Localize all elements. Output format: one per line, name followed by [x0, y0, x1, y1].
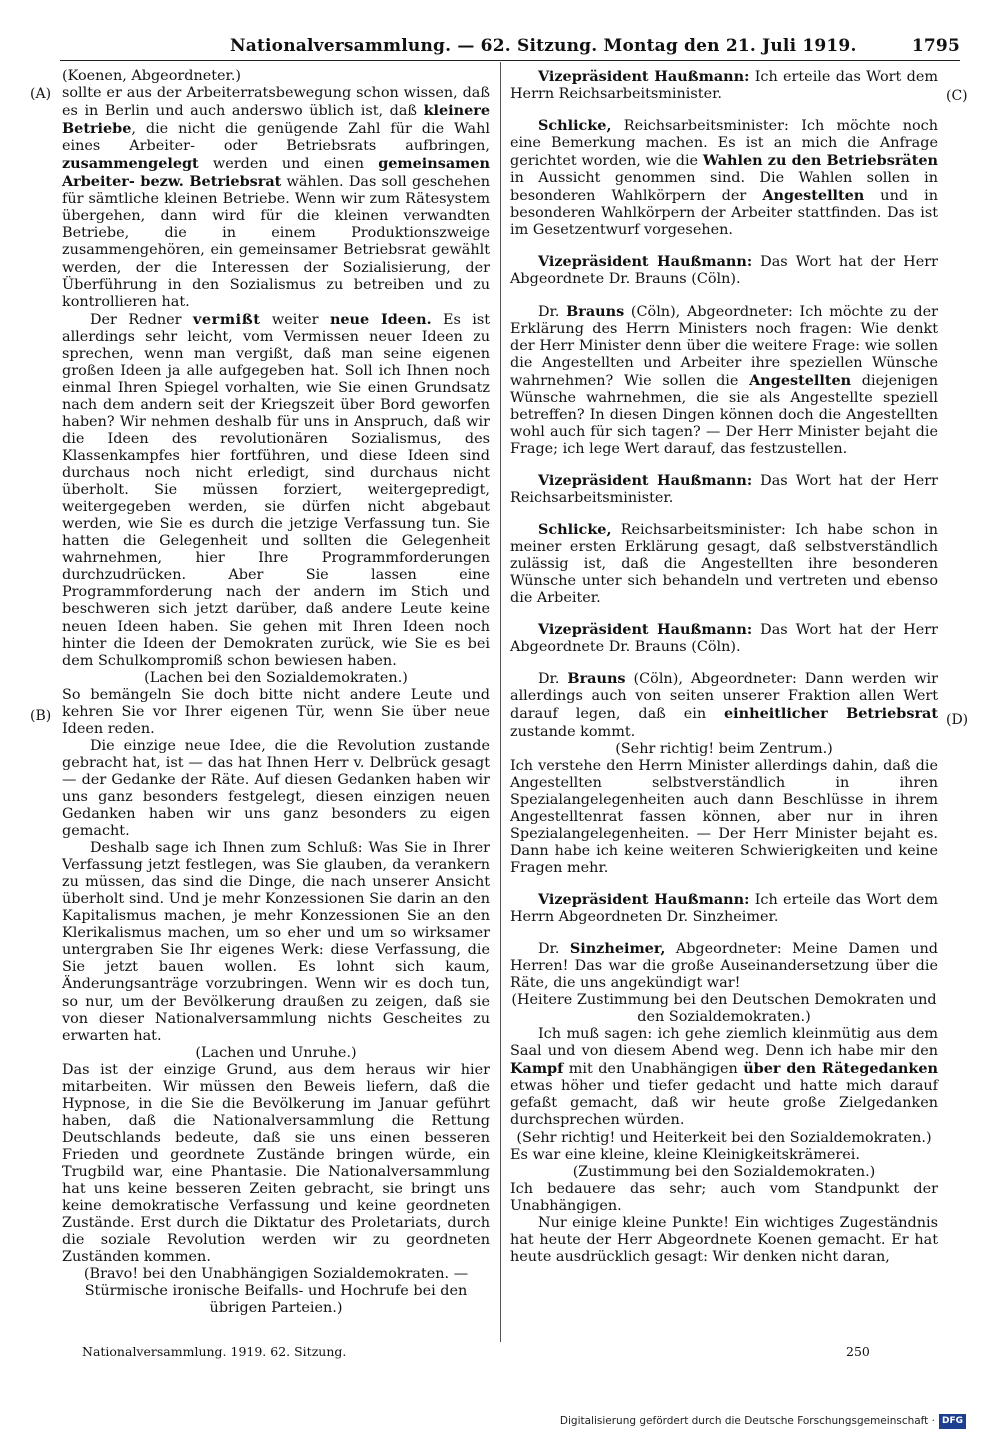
footer-signature: Nationalversammlung. 1919. 62. Sitzung.	[82, 1344, 347, 1359]
right-paragraph-1: Vizepräsident Haußmann: Ich erteile das Wort dem Herrn Reichsarbeitsminister.	[510, 68, 938, 103]
margin-mark-c: (C)	[946, 88, 968, 104]
right-paragraph-10: Vizepräsident Haußmann: Ich erteile das Wort dem Herrn Abgeordneten Dr. Sinzheimer.	[510, 890, 938, 925]
digitization-note	[560, 1412, 966, 1430]
dfg-logo: DFG	[939, 1414, 966, 1429]
footer-sheet-number: 250	[846, 1344, 870, 1359]
right-paragraph-3: Vizepräsident Haußmann: Das Wort hat der Herr Abgeordnete Dr. Brauns (Cöln).	[510, 253, 938, 288]
interjection-laughter: (Lachen bei den Sozialdemokraten.)	[144, 669, 408, 686]
right-paragraph-9: Ich verstehe den Herrn Minister allerdings dahin, daß die Angestellten selbstverständlich in ihren Spezialangelegenheiten auch dann Beschlüsse in ihrem Angestelltenrat fassen können, aber nur in ihren Spezialangelegenheiten. — Der Herr Minister bejaht es. Dann habe ich keine weiteren Schwierigkeiten und keine Fragen mehr.	[510, 757, 938, 876]
left-paragraph-3: So bemängeln Sie doch bitte nicht andere Leute und kehren Sie vor Ihrer eigenen Tür, wenn Sie über neue Ideen reden.	[62, 686, 490, 737]
left-paragraph-4: Die einzige neue Idee, die die Revolution zustande gebracht hat, ist — das hat Ihnen Herr v. Delbrück gesagt — der Gedanke der Räte. Auf diesen Gedanken haben wir uns ganz besonders festgelegt, diesen einzigen neuen Gedanken haben wir uns ganz besonders zu eigen gemacht.	[62, 737, 490, 840]
right-paragraph-11: Dr. Sinzheimer, Abgeordneter: Meine Damen und Herren! Das war die große Auseinandersetzung über die Räte, die uns angekündigt war!	[510, 940, 938, 992]
right-paragraph-12: Ich muß sagen: ich gehe ziemlich kleinmütig aus dem Saal und von diesem Abend weg. Denn ich habe mir den Kampf mit den Unabhängigen über den Rätegedanken etwas höher und tiefer gedacht und hatte mich darauf gefaßt gemacht, daß wir heute große Zielgedanken durchsprechen würden.	[510, 1026, 938, 1129]
right-paragraph-15: Nur einige kleine Punkte! Ein wichtiges Zugeständnis hat heute der Herr Abgeordnete Koenen gemacht. Er hat heute ausdrücklich gesagt: Wir denken nicht daran,	[510, 1214, 938, 1265]
interjection-centre: (Sehr richtig! beim Zentrum.)	[615, 740, 833, 757]
interjection-agreement: (Zustimmung bei den Sozialdemokraten.)	[572, 1163, 876, 1180]
interjection-approval: (Heitere Zustimmung bei den Deutschen Demokraten und den Sozialdemokraten.)	[511, 992, 937, 1026]
left-paragraph-6: Das ist der einzige Grund, aus dem heraus wir hier mitarbeiten. Wir müssen den Beweis liefern, daß die Hypnose, in die Sie die Bevölkerung im Januar geführt haben, daß die Nationalversammlung die Rettung Deutschlands bedeute, daß sie uns einen besseren Frieden und geordnete Zustände bringen würde, ein Trugbild war, eine Phantasie. Die Nationalversammlung hat uns keine besseren Zeiten gebracht, sie bringt uns keine demokratische Verfassung und keine geordneten Zustände. Erst durch die Diktatur des Proletariats, durch die soziale Revolution werden wir zu geordneten Zuständen kommen.	[62, 1061, 490, 1266]
running-title: Nationalversammlung. — 62. Sitzung. Montag den 21. Juli 1919.	[230, 36, 857, 56]
right-paragraph-7: Vizepräsident Haußmann: Das Wort hat der Herr Abgeordnete Dr. Brauns (Cöln).	[510, 621, 938, 656]
margin-mark-a: (A)	[30, 86, 52, 102]
page-header	[60, 34, 960, 61]
right-paragraph-14: Ich bedauere das sehr; auch vom Standpunkt der Unabhängigen.	[510, 1180, 938, 1214]
left-paragraph-2: Der Redner vermißt weiter neue Ideen. Es ist allerdings sehr leicht, vom Vermissen neuer Ideen zu sprechen, wenn man vergißt, daß man seine eigenen großen Ideen ja alle aufgegeben hat. Soll ich Ihnen noch einmal Ihren Spiegel vorhalten, wie Sie einen Grundsatz nach dem andern seit der Kriegszeit über Bord geworfen haben? Wir nehmen deshalb für uns in Anspruch, daß wir die Ideen des revolutionären Sozialismus, des Klassenkampfes hier fortführen, und diese Ideen sind durchaus noch nicht erledigt, sind durchaus nicht überholt. Sie müssen forziert, weitergepredigt, weitergegeben werden, sie dürfen nicht abgebaut werden, wie Sie es durch die jetzige Verfassung tun. Sie hatten die Gelegenheit und sollten die Gelegenheit wahrnehmen, hier Ihre Programmforderungen durchzudrücken. Aber Sie lassen eine Programmforderung nach der andern im Stich und beschweren sich jetzt darüber, daß andere Leute keine neuen Ideen haben. Sie gehen mit Ihren Ideen noch hinter die Ideen der Demokraten zurück, wie Sie es bei dem Schulkompromiß schon bewiesen haben.	[62, 310, 491, 669]
left-paragraph-5: Deshalb sage ich Ihnen zum Schluß: Was Sie in Ihrer Verfassung jetzt festlegen, was Sie glauben, da verankern zu müssen, das sind die Dinge, die nach unserer Ansicht überholt sind. Und je mehr Konzessionen Sie darin an den Kapitalismus machen, je mehr Konzessionen Sie an den Klerikalismus machen, um so eher und um so wirksamer untergraben Sie Ihr eigenes Werk: diese Verfassung, die Sie jetzt bauen wollen. Es lohnt sich kaum, Änderungsanträge vorzubringen. Wenn wir es doch tun, so nur, um der Bevölkerung draußen zu zeigen, daß sie von dieser Nationalversammlung nichts Gescheites zu erwarten hat.	[62, 840, 490, 1044]
right-paragraph-13: Es war eine kleine, kleine Kleinigkeitskrämerei.	[510, 1146, 860, 1163]
speaker-tag: (Koenen, Abgeordneter.)	[62, 68, 242, 84]
digitization-text: Digitalisierung gefördert durch die Deutsche Forschungsgemeinschaft ·	[559, 1415, 935, 1427]
right-paragraph-2: Schlicke, Reichsarbeitsminister: Ich möchte noch eine Bemerkung machen. Es ist an mich die Anfrage gerichtet worden, wie die Wahlen zu den Betriebsräten in Aussicht genommen sind. Die Wahlen sollen in besonderen Wahlkörpern der Angestellten und in besonderen Wahlkörpern der Arbeiter stattfinden. Das ist im Gesetzentwurf vorgesehen.	[510, 117, 938, 239]
left-column	[62, 68, 490, 1317]
right-paragraph-5: Vizepräsident Haußmann: Das Wort hat der Herr Reichsarbeitsminister.	[510, 471, 938, 506]
interjection-applause: (Bravo! bei den Unabhängigen Sozialdemokraten. — Stürmische ironische Beifalls- und Hochrufe bei den übrigen Parteien.)	[83, 1266, 469, 1317]
right-paragraph-8: Dr. Brauns (Cöln), Abgeordneter: Dann werden wir allerdings auch von seiten unserer Fraktion allen Wert darauf legen, daß ein einheitlicher Betriebsrat zustande kommt.	[510, 670, 938, 740]
column-divider	[500, 62, 501, 1342]
margin-mark-b: (B)	[30, 708, 52, 724]
right-column	[510, 68, 938, 1266]
interjection-unrest: (Lachen und Unruhe.)	[195, 1044, 357, 1061]
right-paragraph-4: Dr. Brauns (Cöln), Abgeordneter: Ich möchte zu der Erklärung des Herrn Ministers noch fragen: Wie denkt der Herr Minister denn über die weitere Frage: wie sollen die Angestellten und Arbeiter ihre speziellen Wünsche wahrnehmen? Wie sollen die Angestellten diejenigen Wünsche wahrnehmen, die sie als Angestellte speziell betreffen? In diesen Dingen können doch die Angestellten wohl auch für sich tagen? — Der Herr Minister bejaht die Frage; ich lege Wert darauf, das festzustellen.	[510, 302, 939, 457]
interjection-hilarity: (Sehr richtig! und Heiterkeit bei den Sozialdemokraten.)	[516, 1129, 932, 1146]
margin-mark-d: (D)	[946, 712, 969, 728]
page-number: 1795	[911, 36, 960, 56]
right-paragraph-6: Schlicke, Reichsarbeitsminister: Ich habe schon in meiner ersten Erklärung gesagt, daß selbstverständlich zulässig ist, daß die Angestellten ihre besonderen Wünsche unter sich behandeln und vertreten und ebenso die Arbeiter.	[510, 521, 938, 607]
left-paragraph-1: sollte er aus der Arbeiterratsbewegung schon wissen, daß es in Berlin und auch anderswo üblich ist, daß kleinere Betriebe, die nicht die genügende Zahl für die Wahl eines Arbeiter- oder Betriebsrats aufbringen, zusammengelegt werden und einen gemeinsamen Arbeiter- bezw. Betriebsrat wählen. Das soll geschehen für sämtliche kleinen Betriebe. Wenn wir zum Rätesystem übergehen, dann wird für die kleinen verwandten Betriebe, die in einem Produktionszweige zusammengehören, ein gemeinsamer Betriebsrat gewählt werden, der die Interessen der Sozialisierung, der Überführung in den Sozialismus zu betreiben und zu kontrollieren hat.	[62, 85, 490, 310]
